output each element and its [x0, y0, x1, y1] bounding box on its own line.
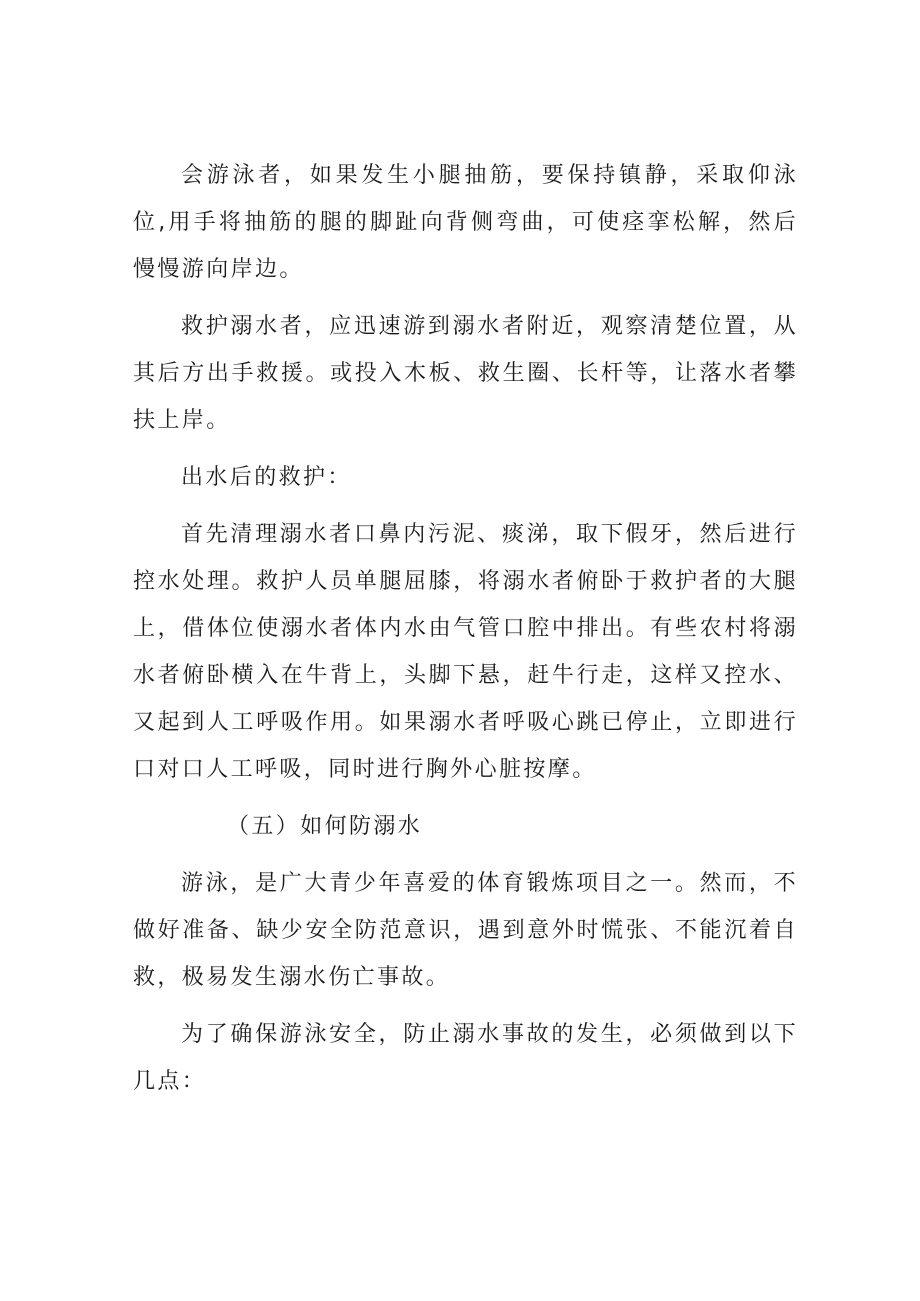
paragraph-rescue-drowning-person: 救护溺水者，应迅速游到溺水者附近，观察清楚位置，从其后方出手救援。或投入木板、救生圈、长杆等，让落水者攀扶上岸。 — [133, 314, 798, 433]
document-body — [133, 152, 798, 1115]
section-heading-prevent-drowning: （五）如何防溺水 — [227, 814, 423, 839]
paragraph-safety-points-intro: 为了确保游泳安全，防止溺水事故的发生，必须做到以下几点： — [133, 1022, 798, 1094]
paragraph-after-water-rescue-steps: 首先清理溺水者口鼻内污泥、痰涕，取下假牙，然后进行控水处理。救护人员单腿屈膝，将溺水者俯卧于救护者的大腿上，借体位使溺水者体内水由气管口腔中排出。有些农村将溺水者俯卧横入在牛背上，头脚下悬，赶牛行走，这样又控水、又起到人工呼吸作用。如果溺水者呼吸心跳已停止，立即进行口对口人工呼吸，同时进行胸外心脏按摩。 — [133, 522, 798, 782]
paragraph-swimming-risk: 游泳，是广大青少年喜爱的体育锻炼项目之一。然而，不做好准备、缺少安全防范意识，遇到意外时慌张、不能沉着自救，极易发生溺水伤亡事故。 — [133, 871, 798, 990]
paragraph-cramp-self-rescue: 会游泳者，如果发生小腿抽筋，要保持镇静，采取仰泳位,用手将抽筋的腿的脚趾向背侧弯曲，可使痉挛松解，然后慢慢游向岸边。 — [133, 163, 798, 282]
paragraph-after-water-rescue-heading: 出水后的救护： — [181, 465, 352, 490]
